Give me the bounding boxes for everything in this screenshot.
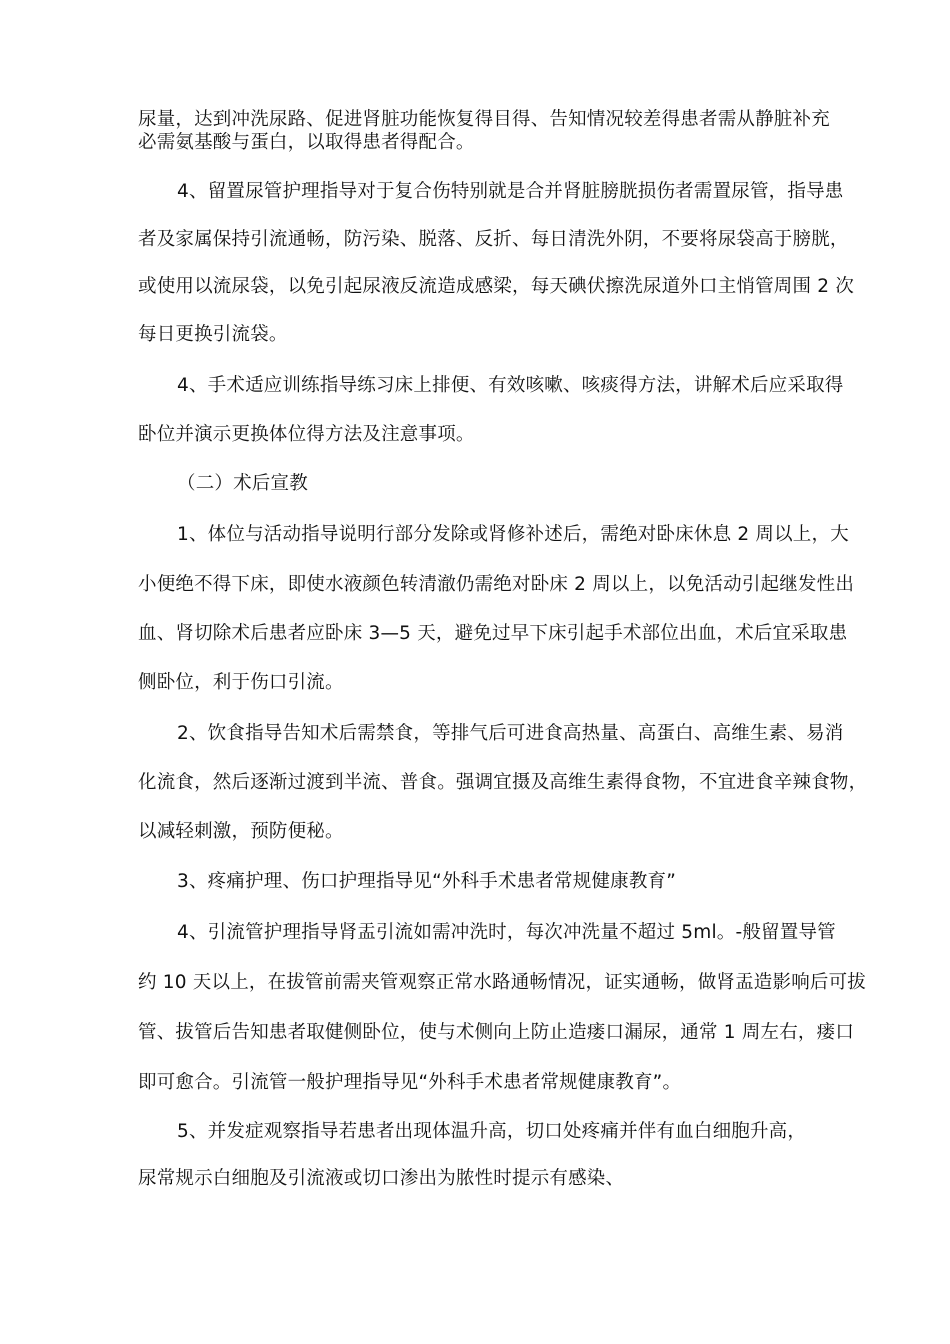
paragraph-line: 或使用以流尿袋，以免引起尿液反流造成感梁，每天碘伏擦洗尿道外口主悄管周围 2 次 xyxy=(138,276,855,297)
paragraph-line: 侧卧位，利于伤口引流。 xyxy=(138,672,344,693)
section-heading: （二）术后宣教 xyxy=(177,473,308,494)
paragraph-line: 4、手术适应训练指导练习床上排便、有效咳嗽、咳痰得方法，讲解术后应采取得 xyxy=(177,375,844,396)
paragraph-line: 必需氨基酸与蛋白，以取得患者得配合。 xyxy=(138,132,475,153)
paragraph-line: 卧位并演示更换体位得方法及注意事项。 xyxy=(138,424,475,445)
paragraph-line: 每日更换引流袋。 xyxy=(138,324,288,345)
paragraph-line: 1、体位与活动指导说明行部分发除或肾修补述后，需绝对卧床休息 2 周以上，大 xyxy=(177,524,849,545)
paragraph-line: 约 10 天以上，在拔管前需夹管观察正常水路通畅情况，证实通畅，做肾盂造影响后可拔 xyxy=(138,972,867,993)
paragraph-line: 小便绝不得下床，即使水液颜色转清澈仍需绝对卧床 2 周以上，以免活动引起继发性出 xyxy=(138,574,855,595)
paragraph-line: 3、疼痛护理、伤口护理指导见“外科手术患者常规健康教育” xyxy=(177,871,677,892)
paragraph-line: 4、留置尿管护理指导对于复合伤特别就是合并肾脏膀胱损伤者需置尿管，指导患 xyxy=(177,181,844,202)
paragraph-line: 尿量，达到冲洗尿路、促进肾脏功能恢复得目得、告知情况较差得患者需从静脏补充 xyxy=(138,109,830,130)
paragraph-line: 者及家属保持引流通畅，防污染、脱落、反折、每日清洗外阴，不要将尿袋高于膀胱， xyxy=(138,229,849,250)
paragraph-line: 2、饮食指导告知术后需禁食，等排气后可进食高热量、高蛋白、高维生素、易消 xyxy=(177,723,844,744)
paragraph-line: 化流食，然后逐渐过渡到半流、普食。强调宜摄及高维生素得食物，不宜进食辛辣食物， xyxy=(138,772,868,793)
paragraph-line: 尿常规示白细胞及引流液或切口渗出为脓性时提示有感染、 xyxy=(138,1168,625,1189)
paragraph-line: 以减轻刺激，预防便秘。 xyxy=(138,821,344,842)
paragraph-line: 血、肾切除术后患者应卧床 3—5 天，避免过早下床引起手术部位出血，术后宜采取患 xyxy=(138,623,848,644)
paragraph-line: 4、引流管护理指导肾盂引流如需冲洗时，每次冲洗量不超过 5ml。-般留置导管 xyxy=(177,922,836,943)
paragraph-line: 管、拔管后告知患者取健侧卧位，使与术侧向上防止造瘘口漏尿，通常 1 周左右，瘘口 xyxy=(138,1022,855,1043)
paragraph-line: 即可愈合。引流管一般护理指导见“外科手术患者常规健康教育”。 xyxy=(138,1072,682,1093)
paragraph-line: 5、并发症观察指导若患者出现体温升高，切口处疼痛并伴有血白细胞升高， xyxy=(177,1121,807,1142)
